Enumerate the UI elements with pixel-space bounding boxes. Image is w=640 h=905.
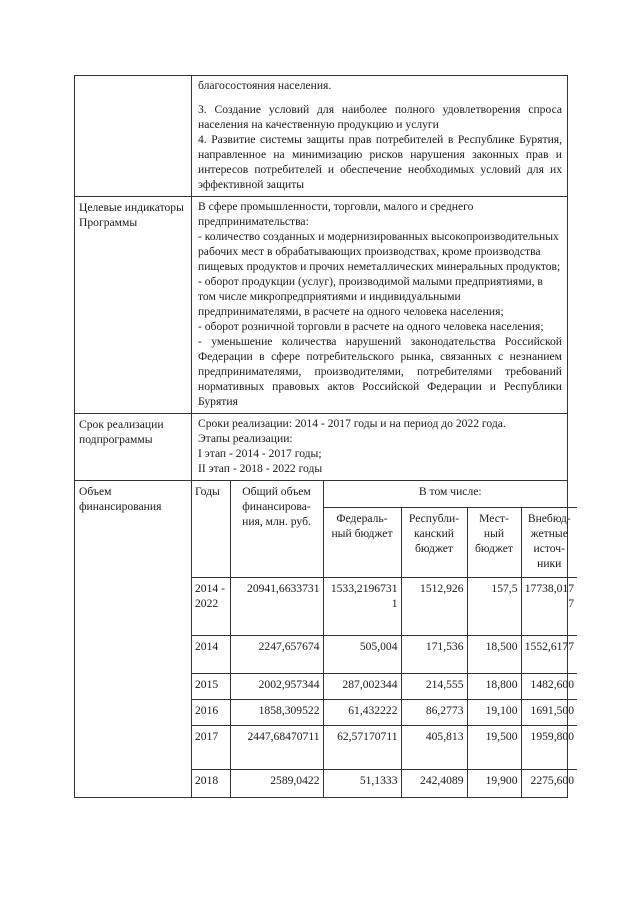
cell-local: 19,900 xyxy=(467,769,521,797)
cell-republic: 86,2773 xyxy=(401,699,467,725)
cell-total: 2447,68470711 xyxy=(230,725,323,769)
term-line-2: I этап - 2014 - 2017 годы; xyxy=(198,447,322,460)
cell-local: 18,800 xyxy=(467,673,521,699)
indicators-line-4: - уменьшение количества нарушений законодательства Российской Федерации в сфере потребительского рынка, связанных с незнанием предпринимателями, производителями, потребителями требований нормативных правовых актов Российской Федерации и Республики Бурятия xyxy=(198,335,562,408)
indicators-content-cell xyxy=(192,197,568,414)
term-line-0: Сроки реализации: 2014 - 2017 годы и на период до 2022 года. xyxy=(198,417,506,430)
cell-local: 19,100 xyxy=(467,699,521,725)
cell-total: 2247,657674 xyxy=(230,635,323,673)
cell-extra: 1552,6177 xyxy=(521,635,577,673)
term-content-cell xyxy=(192,414,568,481)
funding-label: Объем финансирования xyxy=(75,481,192,798)
row-funding xyxy=(75,481,568,798)
indicators-line-2: - оборот продукции (услуг), производимой малыми предприятиями, в том числе микропредприятиями и индивидуальными предпринимателями, в расчете на одного человека населения; xyxy=(198,275,543,318)
funding-row xyxy=(192,635,577,673)
funding-row xyxy=(192,725,577,769)
document-page xyxy=(74,75,575,798)
row-term xyxy=(75,414,568,481)
cell-local: 19,500 xyxy=(467,725,521,769)
indicators-line-3: - оборот розничной торговли в расчете на одного человека населения; xyxy=(198,320,544,333)
funding-table xyxy=(192,481,577,797)
cell-federal: 287,002344 xyxy=(323,673,401,699)
indicators-line-0: В сфере промышленности, торговли, малого и среднего предпринимательства: xyxy=(198,200,474,228)
cell-federal: 62,57170711 xyxy=(323,725,401,769)
header-year: Годы xyxy=(192,481,230,577)
cell-total: 2002,957344 xyxy=(230,673,323,699)
cell-year: 2016 xyxy=(192,699,230,725)
funding-row xyxy=(192,673,577,699)
funding-header-row-1 xyxy=(192,481,577,507)
cell-year: 2014 xyxy=(192,635,230,673)
cell-republic: 1512,926 xyxy=(401,577,467,635)
cell-year: 2015 xyxy=(192,673,230,699)
cell-local: 157,5 xyxy=(467,577,521,635)
goals-line-2: 4. Развитие системы защиты прав потребителей в Республике Бурятия, направленное на минимизацию рисков нарушения законных прав и интересов потребителей и обеспечение необходимых условий для их эффективной защиты xyxy=(198,133,562,191)
funding-row xyxy=(192,769,577,797)
indicators-label: Целевые индикаторы Программы xyxy=(75,197,192,414)
row-indicators xyxy=(75,197,568,414)
cell-year: 2014 - 2022 xyxy=(192,577,230,635)
header-including: В том числе: xyxy=(323,481,577,507)
cell-extra: 1691,500 xyxy=(521,699,577,725)
term-label: Срок реализации подпрограммы xyxy=(75,414,192,481)
row-goals xyxy=(75,76,568,197)
cell-year: 2017 xyxy=(192,725,230,769)
cell-extra: 1482,600 xyxy=(521,673,577,699)
cell-extra: 1959,800 xyxy=(521,725,577,769)
funding-content-cell xyxy=(192,481,575,798)
cell-total: 2589,0422 xyxy=(230,769,323,797)
term-line-1: Этапы реализации: xyxy=(198,432,293,445)
cell-total: 20941,6633731 xyxy=(230,577,323,635)
cell-republic: 171,536 xyxy=(401,635,467,673)
goals-line-0: благосостояния населения. xyxy=(198,79,332,92)
header-extra: Внебюд-жетные источ-ники xyxy=(521,507,577,577)
funding-row xyxy=(192,699,577,725)
program-passport-table xyxy=(74,75,575,798)
cell-total: 1858,309522 xyxy=(230,699,323,725)
term-line-3: II этап - 2018 - 2022 годы xyxy=(198,462,323,475)
cell-republic: 405,813 xyxy=(401,725,467,769)
cell-federal: 505,004 xyxy=(323,635,401,673)
cell-federal: 1533,21967311 xyxy=(323,577,401,635)
goals-content-cell xyxy=(192,76,568,197)
header-federal: Федераль-ный бюджет xyxy=(323,507,401,577)
header-republic: Республи-канский бюджет xyxy=(401,507,467,577)
header-total: Общий объем финансирова-ния, млн. руб. xyxy=(230,481,323,577)
cell-republic: 214,555 xyxy=(401,673,467,699)
cell-federal: 51,1333 xyxy=(323,769,401,797)
goals-line-1: 3. Создание условий для наиболее полного удовлетворения спроса населения на качественную продукцию и услуги xyxy=(198,103,562,131)
cell-extra: 17738,0177 xyxy=(521,577,577,635)
funding-row xyxy=(192,577,577,635)
cell-federal: 61,432222 xyxy=(323,699,401,725)
goals-label-cell xyxy=(75,76,192,197)
cell-local: 18,500 xyxy=(467,635,521,673)
indicators-line-1: - количество созданных и модернизированных высокопроизводительных рабочих мест в обрабатывающих производствах, кроме производства пищевых продуктов и прочих неметаллических минеральных продуктов; xyxy=(198,230,561,273)
cell-republic: 242,4089 xyxy=(401,769,467,797)
cell-year: 2018 xyxy=(192,769,230,797)
header-local: Мест-ный бюджет xyxy=(467,507,521,577)
cell-extra: 2275,600 xyxy=(521,769,577,797)
